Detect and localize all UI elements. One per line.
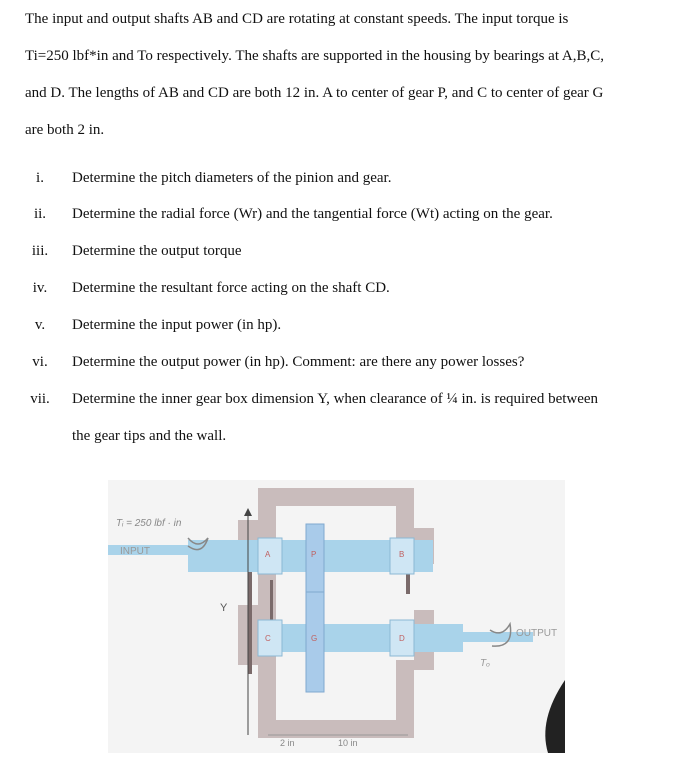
input-torque-label: Tᵢ = 250 lbf · in: [116, 518, 182, 529]
output-label: OUTPUT: [516, 628, 558, 639]
question-number: vi.: [32, 354, 48, 370]
gearbox-figure: [108, 480, 565, 753]
question-number: v.: [34, 317, 46, 333]
question-text: Determine the output torque: [72, 243, 242, 259]
bearing-a-label: A: [265, 550, 271, 559]
intro-line-2: Ti=250 lbf*in and To respectively. The shafts are supported in the housing by bearings at A,B,C,: [25, 48, 605, 64]
question-number: i.: [36, 170, 44, 186]
intro-line-3: and D. The lengths of AB and CD are both 12 in. A to center of gear P, and C to center of gear G: [25, 85, 604, 101]
intro-line-4: are both 2 in.: [25, 122, 105, 138]
bearing-b-label: B: [399, 550, 405, 559]
output-shaft-cd: [258, 624, 463, 652]
question-number: vii.: [30, 391, 50, 407]
gear-p-label: P: [311, 550, 317, 559]
bearing-c-label: C: [265, 634, 271, 643]
question-number: iii.: [31, 243, 49, 259]
question-text: Determine the radial force (Wr) and the tangential force (Wt) acting on the gear.: [72, 206, 553, 222]
intro-line-1: The input and output shafts AB and CD are rotating at constant speeds. The input torque is: [25, 11, 569, 27]
photo-shadow: [545, 680, 565, 753]
input-label: INPUT: [120, 546, 150, 557]
bearing-d-label: D: [399, 634, 405, 643]
question-text: Determine the resultant force acting on the shaft CD.: [72, 280, 390, 296]
gearbox-housing: [238, 488, 434, 738]
question-text: Determine the pitch diameters of the pinion and gear.: [72, 170, 392, 186]
question-text: Determine the input power (in hp).: [72, 317, 282, 333]
dimension-y-label: Y: [220, 602, 228, 614]
question-number: ii.: [33, 206, 47, 222]
question-number: iv.: [32, 280, 48, 296]
gear-g-label: G: [311, 634, 318, 643]
question-text: Determine the inner gear box dimension Y, when clearance of ¼ in. is required between: [72, 391, 599, 407]
dimension-2in-label: 2 in: [280, 738, 295, 748]
question-text-continued: the gear tips and the wall.: [72, 428, 227, 444]
output-torque-label: Tₒ: [480, 658, 491, 669]
question-text: Determine the output power (in hp). Comment: are there any power losses?: [72, 354, 525, 370]
dimension-10in-label: 10 in: [338, 738, 358, 748]
dimension-y-arrow-top: [244, 508, 252, 516]
